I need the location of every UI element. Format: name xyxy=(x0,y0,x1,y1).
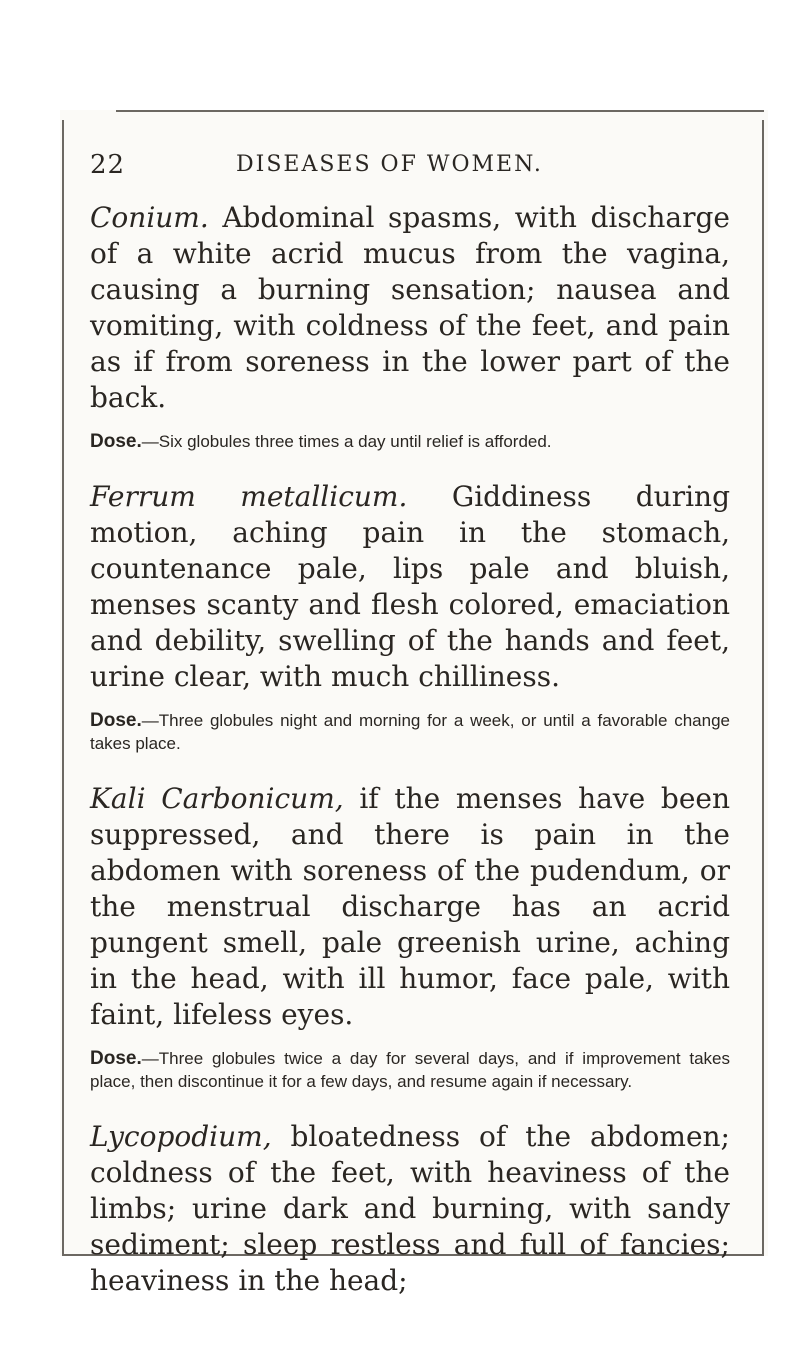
page-header xyxy=(90,150,730,192)
dose-instruction xyxy=(90,430,730,453)
page-border-left xyxy=(62,120,64,1256)
dose-label: Dose. xyxy=(90,710,142,731)
remedy-description: if the menses have been suppressed, and there is pain in the abdomen with soreness of the pudendum, or the menstrual discharge has an acrid pungent smell, pale greenish urine, aching in the head, with ill humor, face pale, with faint, lifeless eyes. xyxy=(90,782,730,1031)
remedy-name: Lycopodium, xyxy=(90,1120,272,1153)
running-title: DISEASES OF WOMEN. xyxy=(236,152,543,177)
remedy-entry-kali xyxy=(90,781,730,1033)
remedy-description: Giddiness during motion, aching pain in the stomach, countenance pale, lips pale and bluish, menses scanty and flesh colored, emaciation and debility, swelling of the hands and feet, urine clear, with much chilliness. xyxy=(90,480,730,693)
dose-text: —Three globules night and morning for a week, or until a favorable change takes place. xyxy=(90,711,730,753)
dose-instruction xyxy=(90,1047,730,1093)
remedy-name: Kali Carbonicum, xyxy=(90,782,344,815)
remedy-entry-conium xyxy=(90,200,730,416)
remedy-description: bloatedness of the abdomen; coldness of the feet, with heaviness of the limbs; urine dark and burning, with sandy sediment; sleep restless and full of fancies; heaviness in the head; xyxy=(90,1120,730,1297)
dose-label: Dose. xyxy=(90,431,142,452)
remedy-name: Conium. xyxy=(90,201,209,234)
dose-text: —Six globules three times a day until relief is afforded. xyxy=(141,432,552,451)
page-number: 22 xyxy=(90,150,126,180)
remedy-name: Ferrum metallicum. xyxy=(90,480,408,513)
page-content xyxy=(90,150,730,1299)
page-border-right xyxy=(762,120,764,1256)
dose-text: —Three globules twice a day for several days, and if improvement takes place, then discontinue it for a few days, and resume again if necessary. xyxy=(90,1049,730,1091)
dose-label: Dose. xyxy=(90,1048,142,1069)
remedy-entry-ferrum xyxy=(90,479,730,695)
dose-instruction xyxy=(90,709,730,755)
remedy-entry-lycopodium xyxy=(90,1119,730,1299)
page-border-top xyxy=(116,110,764,112)
remedy-description: Abdominal spasms, with discharge of a white acrid mucus from the vagina, causing a burning sensation; nausea and vomiting, with coldness of the feet, and pain as if from soreness in the lower part of the back. xyxy=(90,201,730,414)
